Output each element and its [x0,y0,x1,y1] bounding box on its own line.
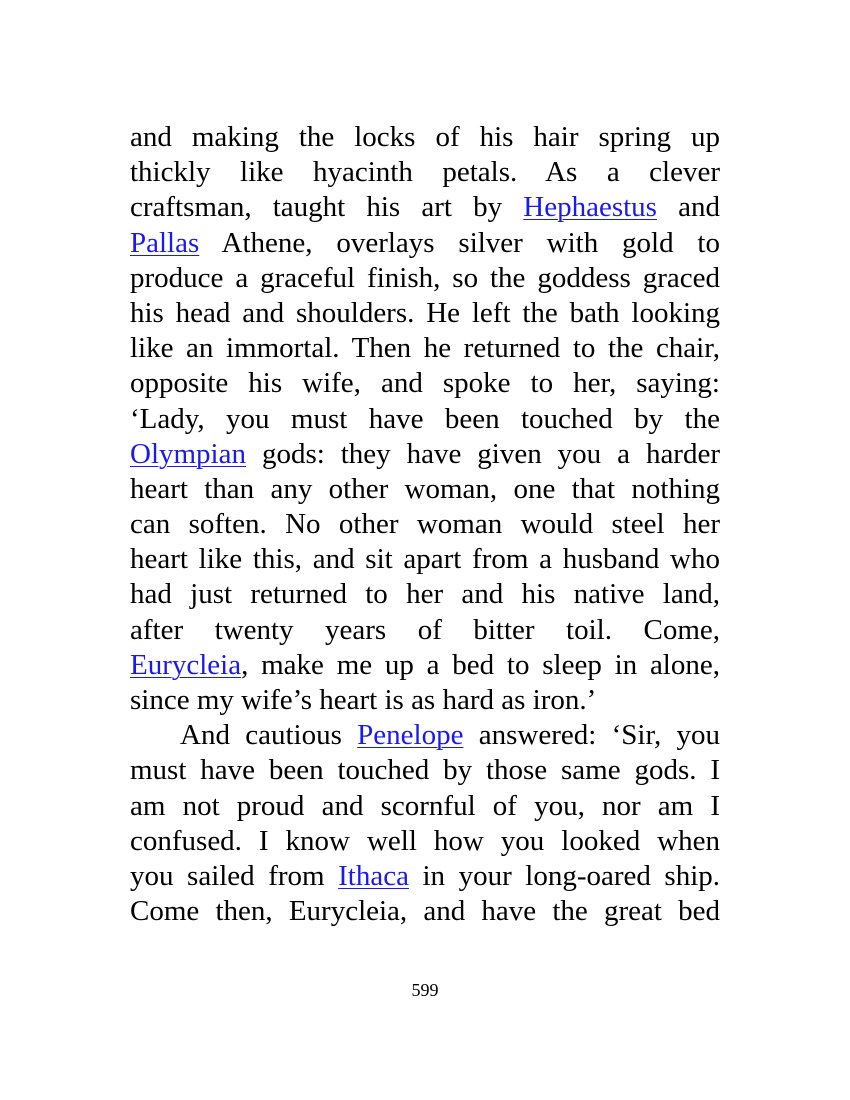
text-line [130,683,720,718]
text-run: thickly like hyacinth petals. As a clever [130,156,720,189]
text-run: Athene, overlays silver with gold to [199,226,720,259]
text-run: am not proud and scornful of you, nor am I [130,789,720,822]
text-line [130,226,720,261]
text-line [130,120,720,155]
text-run: his head and shoulders. He left the bath looking [130,296,720,329]
text-run: and [656,191,720,224]
text-run: craftsman, taught his art by [130,191,524,224]
text-run: in your long-oared ship. [408,859,720,892]
text-run: after twenty years of bitter toil. Come, [130,613,720,646]
text-run: you sailed from [130,859,339,892]
text-line [130,261,720,296]
text-line [130,296,720,331]
text-line [130,894,720,929]
text-line [130,577,720,612]
text-run: can soften. No other woman would steel her [130,508,720,541]
text-run: must have been touched by those same gods. I [130,754,720,787]
page-number: 599 [411,980,439,1000]
link-olympian[interactable]: Olympian [130,437,246,470]
text-line [130,718,720,753]
text-line [130,507,720,542]
link-eurycleia[interactable]: Eurycleia [130,648,242,681]
text-line [130,155,720,190]
text-run: had just returned to her and his native land, [130,578,720,611]
text-run: like an immortal. Then he returned to the chair, [130,332,720,365]
text-line [130,859,720,894]
text-run: and making the locks of his hair spring up [130,121,720,153]
link-hephaestus[interactable]: Hephaestus [523,191,657,224]
text-run: Come then, Eurycleia, and have the great bed [130,895,720,928]
text-run: gods: they have given you a harder [246,437,720,470]
link-penelope[interactable]: Penelope [357,719,464,752]
text-line [130,542,720,577]
text-line [130,190,720,225]
text-line [130,472,720,507]
text-line [130,613,720,648]
text-run: heart than any other woman, one that nothing [130,472,720,505]
text-line [130,366,720,401]
text-run: confused. I know well how you looked when [130,824,720,857]
text-line [130,753,720,788]
text-run: since my wife’s heart is as hard as iron.’ [130,684,597,716]
text-run: answered: ‘Sir, you [463,719,720,752]
body-text [130,120,720,929]
text-run: ‘Lady, you must have been touched by the [130,402,720,435]
text-run: And cautious [180,719,358,752]
text-line [130,402,720,437]
text-line [130,824,720,859]
text-run: , make me up a bed to sleep in alone, [241,648,720,681]
text-run: heart like this, and sit apart from a husband who [130,543,720,576]
text-line [130,437,720,472]
text-run: produce a graceful finish, so the goddess graced [130,261,720,294]
text-line [130,331,720,366]
link-pallas[interactable]: Pallas [130,226,200,259]
text-run: opposite his wife, and spoke to her, saying: [130,367,720,400]
link-ithaca[interactable]: Ithaca [338,859,409,892]
text-line [130,789,720,824]
text-line [130,648,720,683]
